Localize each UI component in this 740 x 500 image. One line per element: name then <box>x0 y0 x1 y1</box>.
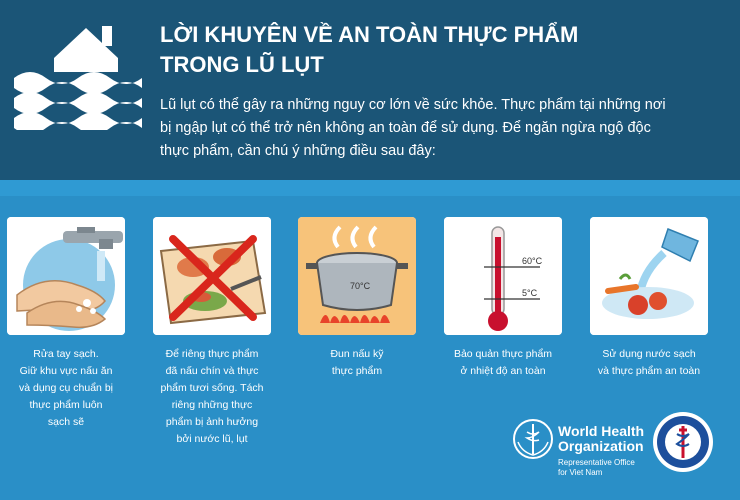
caption-line: Đun nấu kỹ <box>330 348 384 360</box>
tip-card-water <box>590 217 708 335</box>
tip-caption <box>150 346 274 448</box>
who-name-line: World Health <box>558 423 645 439</box>
caption-line: thực phẩm luôn <box>29 399 103 411</box>
tip-card-separate <box>153 217 271 335</box>
caption-line: Rửa tay sạch. <box>33 348 99 360</box>
who-logo-block <box>512 418 645 480</box>
title-line: TRONG LŨ LỤT <box>160 52 324 77</box>
title-line: LỜI KHUYÊN VỀ AN TOÀN THỰC PHẨM <box>160 22 579 47</box>
caption-line: thực phẩm <box>331 365 383 377</box>
tip-caption <box>441 346 565 380</box>
intro-text <box>160 94 730 163</box>
hand-washing-icon <box>7 217 125 335</box>
caption-line: ở nhiệt độ an toàn <box>460 365 546 377</box>
caption-line: Giữ khu vực nấu ăn <box>19 365 113 377</box>
flood-house-icon <box>14 20 142 130</box>
tip-card-handwash <box>7 217 125 335</box>
who-subtitle <box>558 458 635 478</box>
temp-mark-high: 60°C <box>522 256 543 266</box>
caption-line: riêng những thực <box>171 399 253 411</box>
header-banner <box>0 0 740 180</box>
pot-temperature: 70°C <box>350 281 371 291</box>
caption-line: bởi nước lũ, lụt <box>176 433 248 445</box>
temp-mark-low: 5°C <box>522 288 538 298</box>
page-title <box>160 20 720 80</box>
caption-line: sạch sẽ <box>47 416 85 428</box>
ministry-of-health-logo <box>651 410 715 474</box>
caption-line: Để riêng thực phẩm <box>165 348 259 360</box>
cooking-pot-icon <box>298 217 416 335</box>
tip-caption <box>295 346 419 380</box>
caption-line: Bảo quản thực phẩm <box>453 348 553 360</box>
tip-caption <box>4 346 128 431</box>
caption-line: đã nấu chín và thực <box>165 365 259 377</box>
tip-card-temperature <box>444 217 562 335</box>
caption-line: và dụng cụ chuẩn bị <box>19 382 113 394</box>
who-name <box>558 424 644 454</box>
tip-card-cook <box>298 217 416 335</box>
clean-water-icon <box>590 217 708 335</box>
divider-band <box>0 180 740 196</box>
who-sub-line: for Viet Nam <box>558 468 603 477</box>
intro-line: thực phẩm, cần chú ý những điều sau đây: <box>160 143 436 159</box>
intro-line: Lũ lụt có thể gây ra những nguy cơ lớn về sức khỏe. Thực phẩm tại những nơi <box>160 97 666 113</box>
caption-line: phẩm tươi sống. Tách <box>160 382 264 394</box>
caption-line: Sử dụng nước sạch <box>602 348 696 360</box>
who-sub-line: Representative Office <box>558 458 635 467</box>
who-emblem-icon <box>512 418 554 460</box>
tip-caption <box>587 346 711 380</box>
separate-food-icon <box>153 217 271 335</box>
caption-line: và thực phẩm an toàn <box>597 365 701 377</box>
intro-line: bị ngập lụt có thể trở nên không an toàn để sử dụng. Để ngăn ngừa ngộ độc <box>160 120 651 136</box>
thermometer-icon <box>444 217 562 335</box>
who-name-line: Organization <box>558 438 644 454</box>
caption-line: phẩm bị ảnh hưởng <box>165 416 259 428</box>
